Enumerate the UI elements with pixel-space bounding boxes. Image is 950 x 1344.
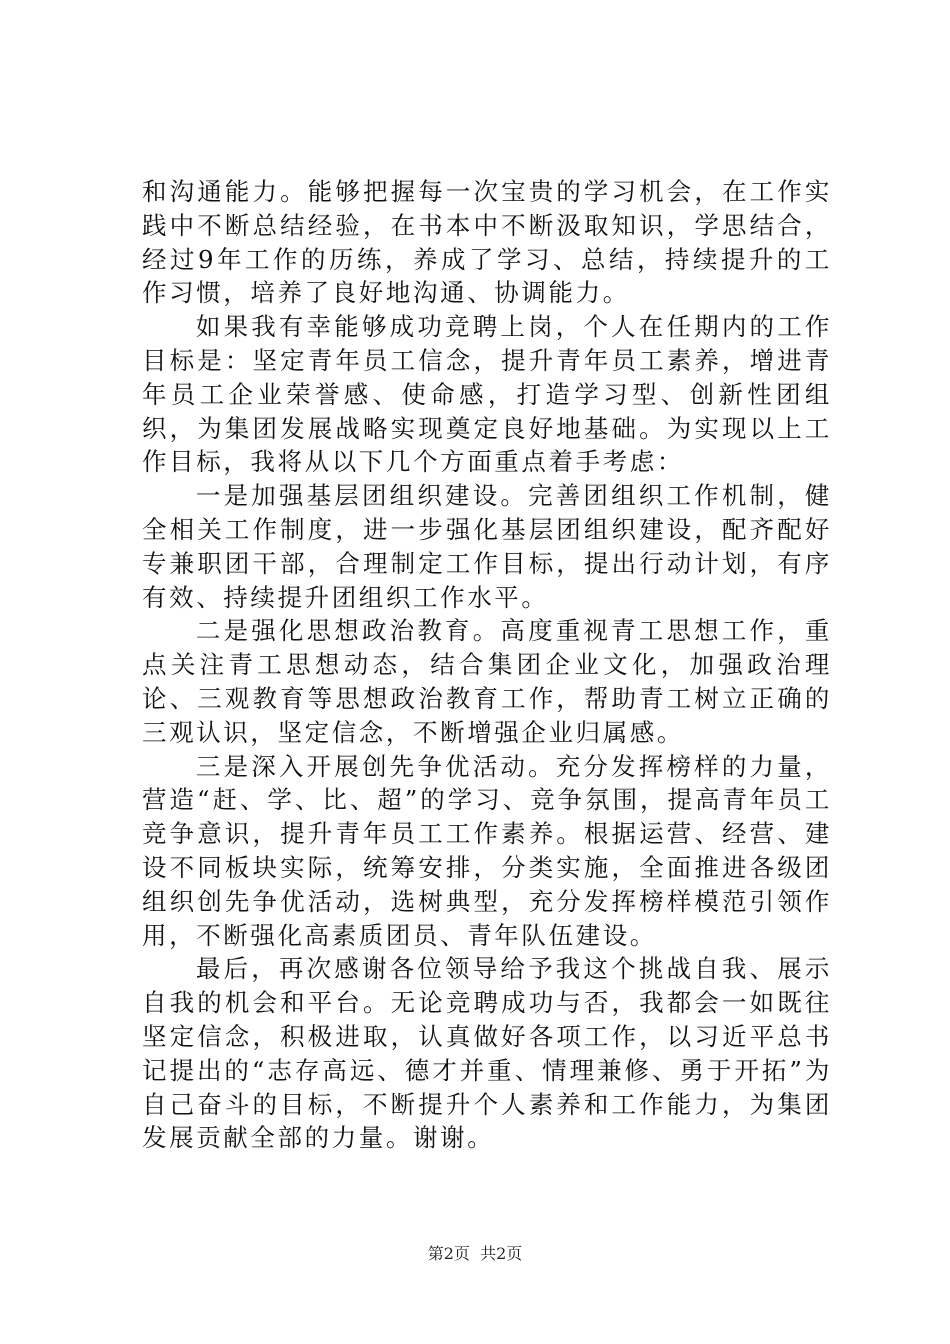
paragraph-5: 三是深入开展创先争优活动。充分发挥榜样的力量，营造“赶、学、比、超”的学习、竞争氛围，提高青年员工竞争意识，提升青年员工工作素养。根据运营、经营、建设不同板块实际，统筹安排，分类实施，全面推进各级团组织创先争优活动，选树典型，充分发挥榜样模范引领作用，不断强化高素质团员、青年队伍建设。 — [142, 751, 832, 950]
paragraph-1: 和沟通能力。能够把握每一次宝贵的学习机会，在工作实践中不断总结经验，在书本中不断汲取知识，学思结合，经过9年工作的历练，养成了学习、总结，持续提升的工作习惯，培养了良好地沟通、协调能力。 — [142, 177, 832, 308]
page-footer — [0, 1244, 950, 1264]
paragraph-4: 二是强化思想政治教育。高度重视青工思想工作，重点关注青工思想动态，结合集团企业文化，加强政治理论、三观教育等思想政治教育工作，帮助青工树立正确的三观认识，坚定信念，不断增强企业归属感。 — [142, 616, 832, 747]
document-body — [142, 175, 832, 1155]
paragraph-2: 如果我有幸能够成功竞聘上岗，个人在任期内的工作目标是：坚定青年员工信念，提升青年员工素养，增进青年员工企业荣誉感、使命感，打造学习型、创新性团组织，为集团发展战略实现奠定良好地基础。为实现以上工作目标，我将从以下几个方面重点着手考虑： — [142, 312, 832, 477]
page-number: 第2页 共2页 — [427, 1244, 523, 1263]
paragraph-3: 一是加强基层团组织建设。完善团组织工作机制，健全相关工作制度，进一步强化基层团组织建设，配齐配好专兼职团干部，合理制定工作目标，提出行动计划，有序有效、持续提升团组织工作水平。 — [142, 481, 832, 612]
paragraph-6: 最后，再次感谢各位领导给予我这个挑战自我、展示自我的机会和平台。无论竞聘成功与否，我都会一如既往坚定信念，积极进取，认真做好各项工作，以习近平总书记提出的“志存高远、德才并重、情理兼修、勇于开拓”为自己奋斗的目标，不断提升个人素养和工作能力，为集团发展贡献全部的力量。谢谢。 — [142, 954, 832, 1153]
